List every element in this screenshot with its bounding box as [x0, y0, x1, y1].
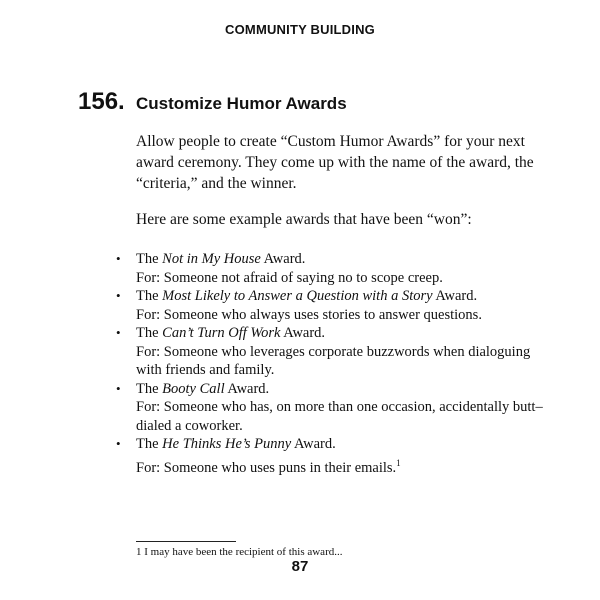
- award-suffix: Award.: [224, 380, 270, 397]
- award-name: Can’t Turn Off Work: [162, 325, 281, 341]
- bullet-icon: •: [116, 288, 121, 303]
- bullet-icon: •: [116, 251, 121, 266]
- footnote-divider: [136, 541, 236, 542]
- examples-intro-paragraph: Here are some example awards that have been “won”:: [136, 211, 472, 228]
- bullet-icon: •: [116, 325, 121, 340]
- list-item: [116, 250, 546, 287]
- award-name: Most Likely to Answer a Question with a Story: [162, 288, 433, 304]
- running-header: COMMUNITY BUILDING: [225, 22, 375, 37]
- bullet-icon: •: [116, 380, 121, 396]
- section-number: 156.: [78, 88, 125, 115]
- footnote: 1 I may have been the recipient of this award...: [136, 546, 343, 558]
- list-item: [116, 435, 546, 477]
- award-for: For: Someone who leverages corporate buzzwords when dialoguing with friends and family.: [136, 343, 531, 378]
- list-item: [116, 380, 546, 436]
- awards-list: [116, 250, 546, 477]
- award-name: He Thinks He’s Punny: [162, 436, 292, 452]
- award-suffix: Award.: [280, 325, 326, 341]
- list-item: [116, 324, 546, 380]
- award-prefix: The: [136, 436, 163, 452]
- award-name: Not in My House: [162, 251, 261, 267]
- page-number: 87: [291, 558, 309, 575]
- award-name: Booty Call: [162, 380, 225, 397]
- award-prefix: The: [136, 288, 163, 304]
- award-for: For: Someone not afraid of saying no to scope creep.: [136, 269, 443, 286]
- footnote-marker[interactable]: 1: [396, 457, 401, 468]
- section-heading: [78, 88, 347, 116]
- bullet-icon: •: [116, 436, 121, 451]
- award-for: For: Someone who uses puns in their emails.: [136, 459, 397, 476]
- award-prefix: The: [136, 325, 163, 341]
- award-prefix: The: [136, 251, 163, 267]
- list-item: [116, 287, 546, 324]
- award-prefix: The: [136, 380, 163, 397]
- award-suffix: Award.: [432, 288, 478, 304]
- intro-paragraph: Allow people to create “Custom Humor Awards” for your next award ceremony. They come up with the name of the award, the “criteria,” and the winner.: [136, 133, 534, 192]
- award-for: For: Someone who always uses stories to answer questions.: [136, 306, 482, 323]
- award-suffix: Award.: [291, 436, 336, 452]
- section-title: Customize Humor Awards: [136, 94, 347, 113]
- award-suffix: Award.: [260, 251, 306, 267]
- award-for: For: Someone who has, on more than one occasion, accidentally butt–dialed a coworker.: [136, 399, 543, 434]
